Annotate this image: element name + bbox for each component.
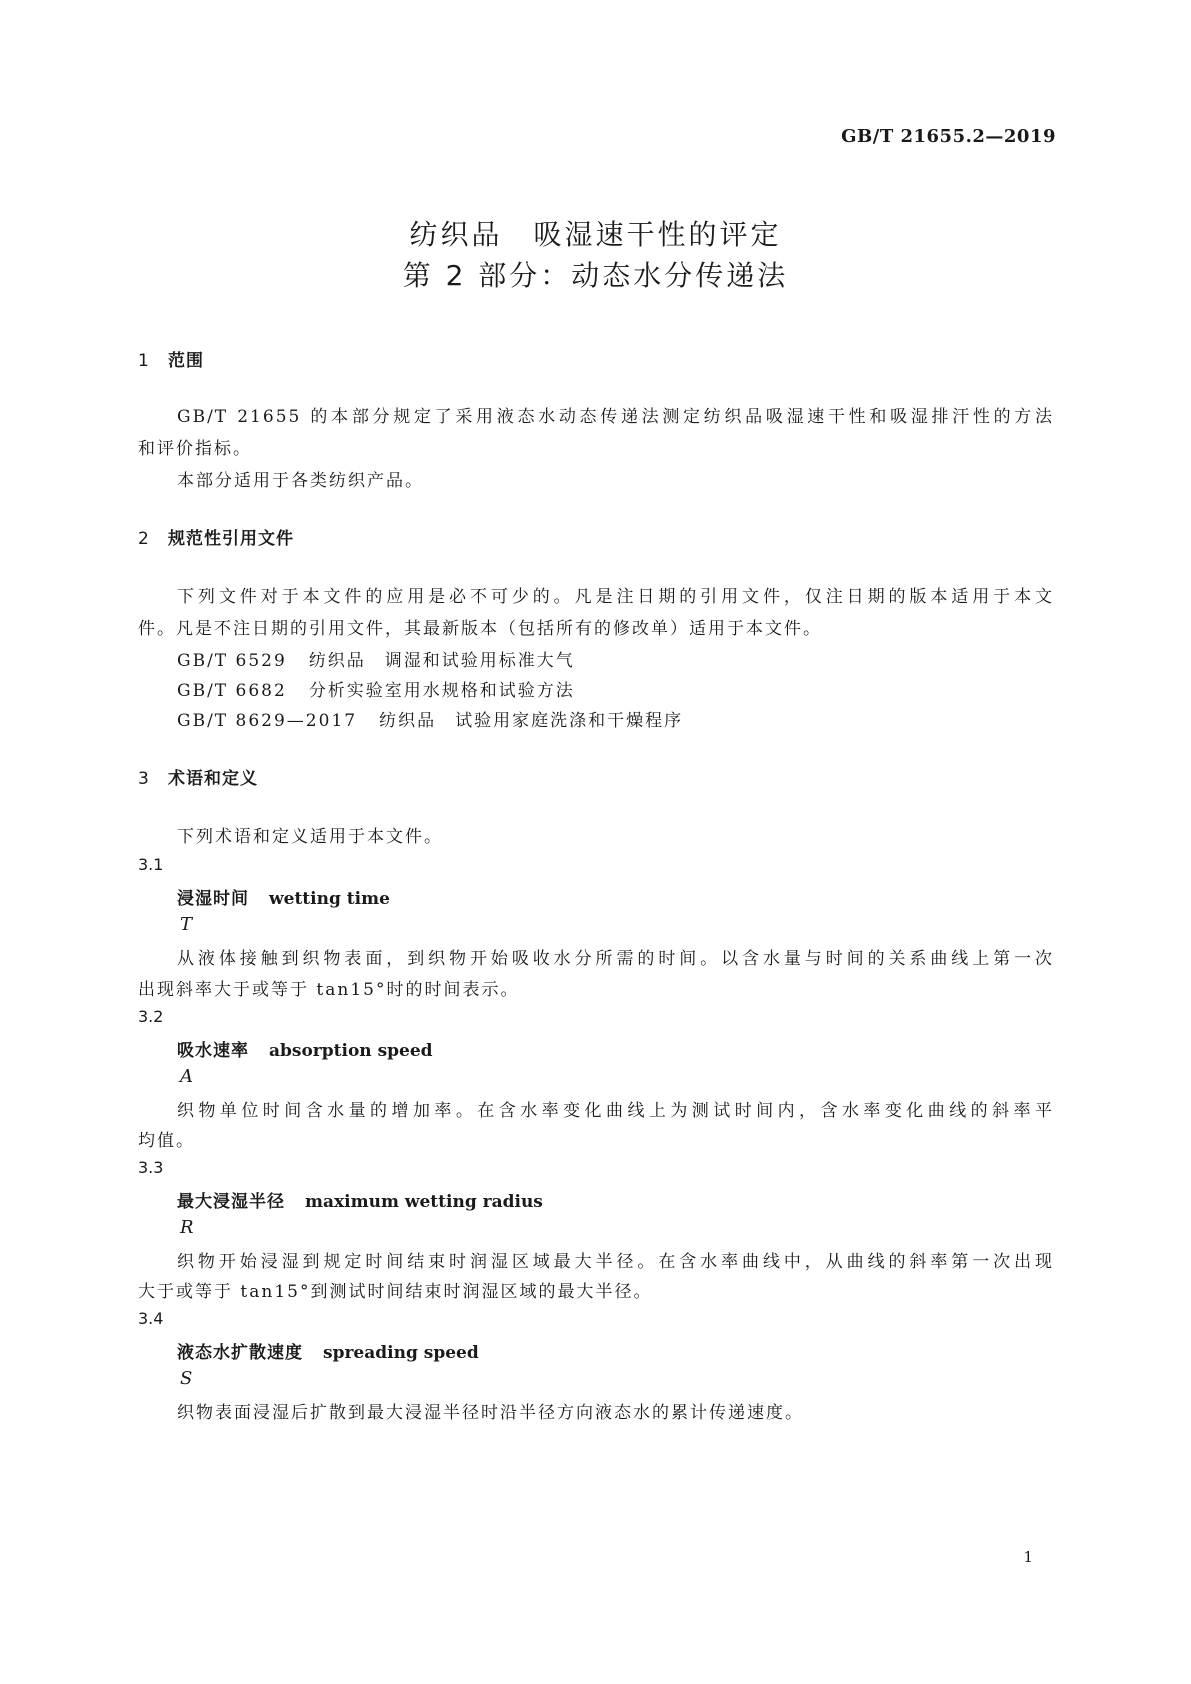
reference-code: GB/T 6529 [177,651,287,671]
term-en: spreading speed [323,1343,479,1363]
reference-item [177,676,575,701]
document-title-line2: 第 2 部分：动态水分传递法 [402,259,789,292]
term-heading [177,1338,479,1363]
reference-item [177,706,683,731]
section-number: 1 [138,351,150,371]
term-number: 3.1 [138,855,164,874]
section-1-para1-line2: 和评价指标。 [138,439,252,459]
term-symbol: A [180,1066,193,1087]
term-zh: 液态水扩散速度 [177,1343,303,1363]
section-1-para1-line1: GB/T 21655 的本部分规定了采用液态水动态传递法测定纺织品吸湿速干性和吸湿排汗性的方法 [177,407,1054,427]
section-title: 范围 [168,351,204,371]
reference-title: 分析实验室用水规格和试验方法 [308,681,575,701]
section-title: 术语和定义 [168,769,258,789]
term-en: absorption speed [269,1041,433,1061]
term-definition-line1: 织物表面浸湿后扩散到最大浸湿半径时沿半径方向液态水的累计传递速度。 [177,1403,804,1423]
section-3-intro: 下列术语和定义适用于本文件。 [177,827,443,847]
section-1-para2: 本部分适用于各类纺织产品。 [177,471,424,491]
reference-title: 纺织品 调湿和试验用标准大气 [308,651,575,671]
term-number: 3.2 [138,1007,164,1026]
term-symbol: S [180,1368,193,1389]
section-title: 规范性引用文件 [168,529,294,549]
term-definition-line2: 大于或等于 tan15°到测试时间结束时润湿区域的最大半径。 [138,1282,653,1302]
section-2-intro-line2: 件。凡是不注日期的引用文件，其最新版本（包括所有的修改单）适用于本文件。 [138,619,822,639]
term-number: 3.3 [138,1158,164,1177]
term-zh: 浸湿时间 [177,889,249,909]
section-2-intro-line1: 下列文件对于本文件的应用是必不可少的。凡是注日期的引用文件，仅注日期的版本适用于本文 [177,587,1054,607]
term-en: wetting time [269,889,390,909]
term-definition-line1: 织物开始浸湿到规定时间结束时润湿区域最大半径。在含水率曲线中，从曲线的斜率第一次出现 [177,1252,1054,1272]
standard-code: GB/T 21655.2—2019 [841,126,1056,147]
term-definition-line1: 织物单位时间含水量的增加率。在含水率变化曲线上为测试时间内，含水率变化曲线的斜率平 [177,1101,1054,1121]
reference-code: GB/T 8629—2017 [177,711,358,731]
section-1-heading [138,346,204,371]
term-zh: 吸水速率 [177,1041,249,1061]
term-heading [177,1187,543,1212]
section-number: 2 [138,529,150,549]
term-number: 3.4 [138,1309,164,1328]
term-heading [177,884,390,909]
term-symbol: R [180,1217,194,1238]
term-heading [177,1036,433,1061]
term-symbol: T [180,914,193,935]
reference-title: 纺织品 试验用家庭洗涤和干燥程序 [379,711,684,731]
page-number: 1 [1023,1548,1033,1566]
term-en: maximum wetting radius [305,1192,543,1212]
section-number: 3 [138,769,150,789]
term-definition-line2: 出现斜率大于或等于 tan15°时的时间表示。 [138,980,520,1000]
term-definition-line1: 从液体接触到织物表面，到织物开始吸收水分所需的时间。以含水量与时间的关系曲线上第一次 [177,949,1054,969]
term-zh: 最大浸湿半径 [177,1192,285,1212]
document-title-line1: 纺织品 吸湿速干性的评定 [409,218,782,251]
reference-code: GB/T 6682 [177,681,287,701]
section-2-heading [138,524,294,549]
term-definition-line2: 均值。 [138,1131,195,1151]
section-3-heading [138,764,258,789]
reference-item [177,646,575,671]
